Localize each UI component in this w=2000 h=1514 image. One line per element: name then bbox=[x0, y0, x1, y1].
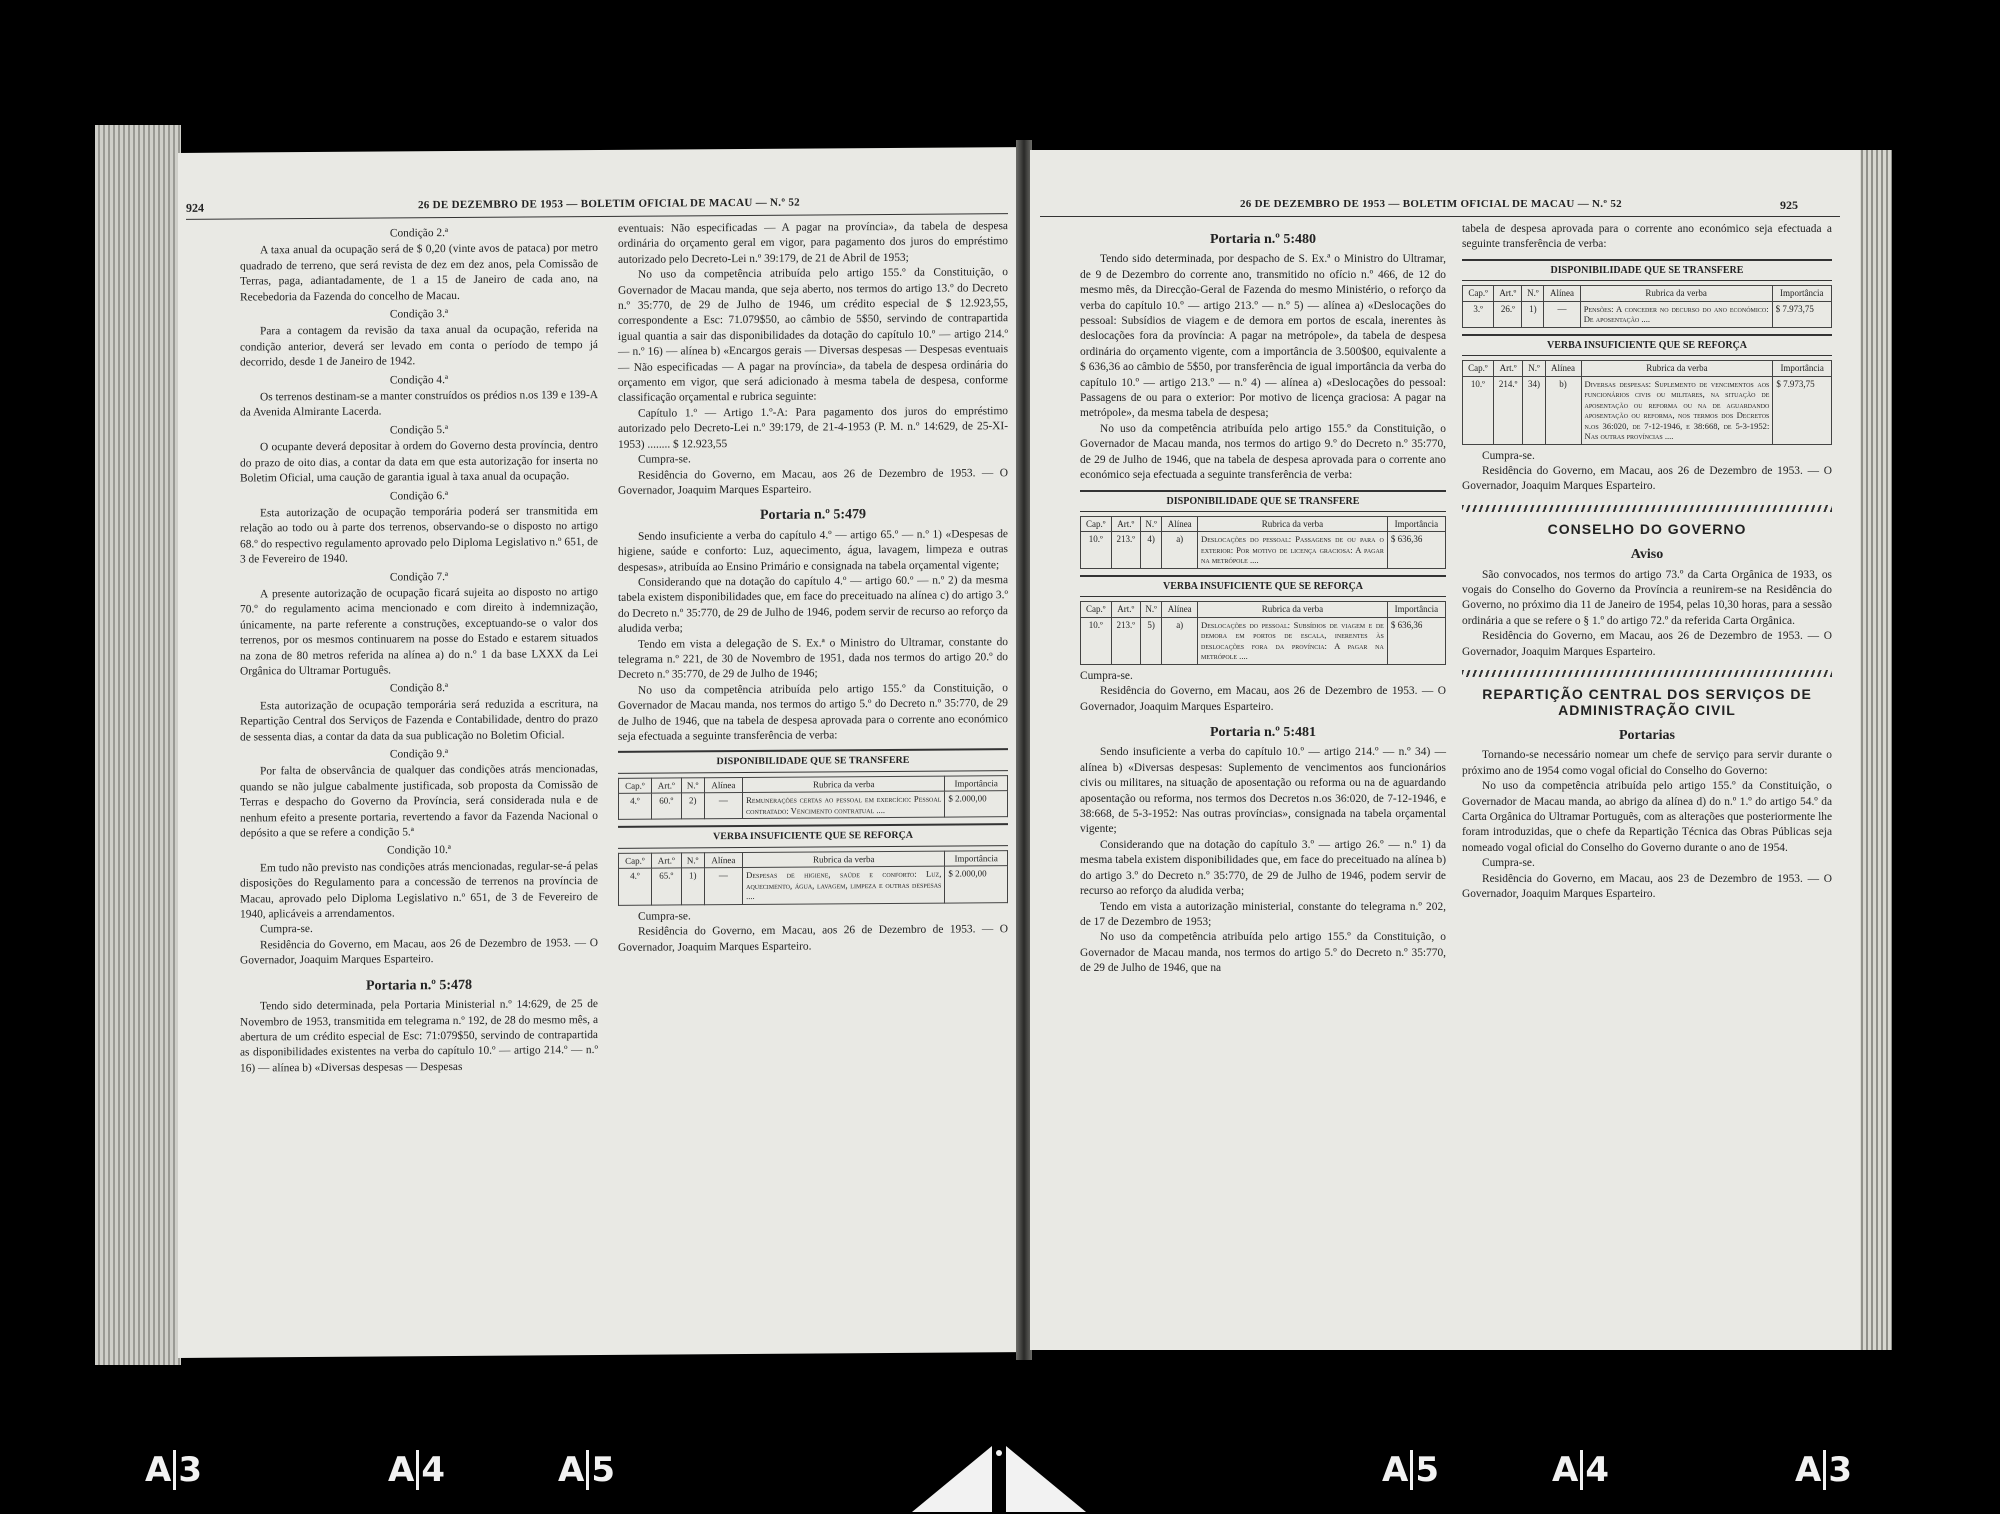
table-header-cell: Importância bbox=[1387, 602, 1445, 618]
left-column-1 bbox=[240, 222, 598, 1077]
section-heading: CONSELHO DO GOVERNO bbox=[1547, 520, 1747, 537]
table-header-cell: Importância bbox=[945, 775, 1008, 791]
table-header-cell: Art.º bbox=[1111, 516, 1140, 532]
table-cell: $ 2.000,00 bbox=[945, 791, 1008, 817]
table-cell: 4.º bbox=[619, 793, 652, 819]
paragraph: Residência do Governo, em Macau, aos 26 de Dezembro de 1953. — O Governador, Joaquim Marques Esparteiro. bbox=[618, 466, 1008, 497]
table-portaria-5479 bbox=[618, 749, 1008, 906]
table-header-cell: Alínea bbox=[704, 852, 742, 868]
section-heading: Aviso bbox=[1630, 547, 1664, 563]
right-column-2-text-bottom bbox=[1462, 449, 1832, 903]
left-book-edge bbox=[95, 125, 181, 1365]
verba-insuficiente-title: VERBA INSUFICIENTE QUE SE REFORÇA bbox=[1080, 575, 1446, 597]
table-cell: 26.º bbox=[1494, 301, 1522, 327]
paragraph: Os terrenos destinam-se a manter construídos os prédios n.os 139 e 139-A da Avenida Almirante Lacerda. bbox=[240, 389, 598, 419]
table-header-cell: N.º bbox=[681, 778, 704, 794]
paragraph: Residência do Governo, em Macau, aos 26 de Dezembro de 1953. — O Governador, Joaquim Marques Esparteiro. bbox=[1462, 630, 1832, 658]
film-mark-right-3: A 3 bbox=[1795, 1450, 1852, 1490]
table-row bbox=[1463, 301, 1832, 327]
film-arrow-left bbox=[912, 1446, 992, 1512]
condition-heading: Condição 2.ª bbox=[389, 227, 449, 240]
paragraph: No uso da competência atribuída pelo artigo 155.º da Constituição, o Governador de Macau manda, ao abrigo da alínea d) do n.º 1.º do artigo 54.º da Carta Orgânica do Ultramar Português, com as alterações que posteriormente lhe foram introduzidas, que o chefe da Repartição Técnica das Obras Públicas seja nomeado vogal oficial do Conselho do Governo durante o ano de 1954. bbox=[1462, 780, 1832, 854]
section-heading: Portaria n.º 5:479 bbox=[759, 507, 867, 524]
table-portaria-5480 bbox=[1080, 490, 1446, 665]
table-header-cell: Rubrica da verba bbox=[1580, 286, 1772, 302]
table-cell: 10.º bbox=[1081, 617, 1112, 664]
header-rule bbox=[186, 213, 1008, 220]
table-cell: 60.º bbox=[651, 793, 681, 819]
paragraph: Cumpra-se. bbox=[1080, 669, 1133, 682]
paragraph: Sendo insuficiente a verba do capítulo 10.º — artigo 214.º — n.º 34) — alínea b) «Diversas despesas: Suplemento de vencimentos aos funcionários civis ou militares, na situação de aposentação ou reforma ou na de aguardando aposentação ou reforma, nos termos dos Decretos n.os 36:020, de 7-12-1946, e 38:668, de 5-3-1952: Nas outras províncias», consignada na tabela orçamental vigente; bbox=[1080, 746, 1446, 836]
film-mark-left-1: A 3 bbox=[145, 1450, 202, 1490]
left-column-2-text-bottom bbox=[618, 907, 1008, 956]
paragraph: São convocados, nos termos do artigo 73.º da Carta Orgânica de 1933, os vogais do Conselho do Governo da Província a reunirem-se na Residência do Governo, no próximo dia 11 de Janeiro de 1954, pelas 10,30 horas, para a sessão ordinária a que se refere o § 1.º do artigo 72.º da referida Carta Orgânica. bbox=[1462, 568, 1832, 627]
paragraph: Residência do Governo, em Macau, aos 26 de Dezembro de 1953. — O Governador, Joaquim Marques Esparteiro. bbox=[1080, 685, 1446, 713]
paragraph: Por falta de observância de qualquer das condições atrás mencionadas, quando se não julgue cabalmente justificada, sob proposta da Comissão de Terras e despacho do Governo da Província, será considerada nula e de nenhum efeito a presente portaria, revertendo a favor da Fazenda Nacional o depósito a que se refere a condição 5.ª bbox=[240, 763, 598, 840]
page-number: 925 bbox=[1780, 198, 1798, 212]
table-header-cell: Alínea bbox=[1544, 286, 1580, 302]
left-column-2 bbox=[618, 219, 1008, 956]
table-cell: 34) bbox=[1523, 376, 1545, 444]
table-cell: Remunerações certas ao pessoal em exercício: Pessoal contratado: Vencimento contratual .... bbox=[743, 791, 945, 818]
paragraph: No uso da competência atribuída pelo artigo 155.º da Constituição, o Governador de Macau manda, nos termos do artigo 9.º do Decreto n.º 35:770, de 29 de Julho de 1946, que na tabela de despesa aprovada para o corrente ano económico seja efectuada a seguinte transferência de verba: bbox=[1080, 422, 1446, 482]
table-header-cell: Importância bbox=[1387, 516, 1445, 532]
paragraph: Considerando que na dotação do capítulo 3.º — artigo 26.º — n.º 1) da mesma tabela existem disponibilidades que, em face do preceituado na alínea b) do artigo 3.º do Decreto n.º 35:770, de 29 de Julho de 1946, podem servir de recurso ao reforço da aludida verba; bbox=[1080, 838, 1446, 898]
table-portaria-5481 bbox=[1462, 259, 1832, 445]
verba-insuficiente-title: VERBA INSUFICIENTE QUE SE REFORÇA bbox=[1462, 334, 1832, 356]
condition-heading: Condição 9.ª bbox=[389, 748, 449, 761]
table-cell: a) bbox=[1162, 617, 1198, 664]
table-cell: $ 2.000,00 bbox=[945, 866, 1008, 903]
paragraph: Esta autorização de ocupação temporária poderá ser transmitida em relação ao todo ou à parte dos terrenos, observando-se o disposto no artigo 68.º do respectivo regulamento aprovado pelo Diploma Legislativo n.º 651, de 3 de Fevereiro de 1940. bbox=[240, 504, 598, 566]
table-cell: Despesas de higiene, saúde e conforto: Luz, aquecimento, água, lavagem, limpeza e outras despesas .... bbox=[743, 866, 945, 904]
table-cell: 213.º bbox=[1111, 617, 1140, 664]
table-cell: 3.º bbox=[1463, 301, 1494, 327]
section-divider bbox=[1462, 505, 1832, 512]
section-heading: Portarias bbox=[1619, 727, 1675, 743]
table-header-cell: N.º bbox=[1140, 516, 1161, 532]
running-head: 26 DE DEZEMBRO DE 1953 — BOLETIM OFICIAL DE MACAU — N.º 52 bbox=[418, 196, 800, 212]
table-cell: — bbox=[704, 793, 742, 819]
table-cell: $ 7.973,75 bbox=[1772, 301, 1831, 327]
table-header-cell: Rubrica da verba bbox=[743, 776, 945, 793]
table-cell: 1) bbox=[1522, 301, 1544, 327]
table-cell: $ 636,36 bbox=[1387, 617, 1445, 664]
table-cell: 4.º bbox=[619, 868, 652, 905]
right-book-edge bbox=[1858, 150, 1892, 1350]
paragraph: A taxa anual da ocupação será de $ 0,20 (vinte avos de pataca) por metro quadrado de terreno, que será revista de dez em dez anos, pela Comissão de Terras, paga, adiantadamente, de 1 a 15 de Janeiro de cada ano, na Recebedoria da Fazenda do concelho de Macau. bbox=[240, 242, 598, 304]
paragraph: Tendo sido determinada, pela Portaria Ministerial n.º 14:629, de 25 de Novembro de 1953, transmitida em telegrama n.º 192, de 28 do mesmo mês, a abertura de um crédito especial de Esc: 71:079$50, servindo de contrapartida as disponibilidades existentes na verba do capítulo 10.º — artigo 214.º — n.º 16) — alínea b) «Diversas despesas — Despesas bbox=[240, 998, 598, 1075]
section-heading: REPARTIÇÃO CENTRAL DOS SERVIÇOS DE ADMINISTRAÇÃO CIVIL bbox=[1482, 686, 1812, 718]
table-header-cell: Cap.º bbox=[1081, 516, 1112, 532]
paragraph: tabela de despesa aprovada para o corrente ano económico seja efectuada a seguinte transferência de verba: bbox=[1462, 223, 1832, 251]
paragraph: eventuais: Não especificadas — A pagar na província», da tabela de despesa ordinária do orçamento geral em vigor, para pagamento dos juros do empréstimo autorizado pelo Decreto-Lei n.º 39:179, de 21 de Abril de 1953; bbox=[618, 220, 1008, 266]
right-column-1-text-top bbox=[1080, 232, 1446, 484]
table-cell: 5) bbox=[1140, 617, 1161, 664]
disponibilidade-table bbox=[1462, 285, 1832, 328]
right-page bbox=[1030, 150, 1860, 1350]
paragraph: No uso da competência atribuída pelo artigo 155.º da Constituição, o Governador de Macau manda, que seja aberto, nos termos do artigo 13.º do Decreto n.º 35:770, de 29 de Julho de 1946, um crédito especial de $ 12.923,55, correspondente a Esc: 71.079$50, ao câmbio de 5$50, servindo de contrapartida igual quantia a sair das disponibilidades da dotação do capítulo 10.º — artigo 214.º — n.º 16) — alínea b) «Encargos gerais — Diversas despesas — Despesas eventuais — Não especificadas — A pagar na província», da tabela de despesa ordinária do orçamento em vigor, que será adicionado à mesma tabela de despesa, conforme classificação orçamental e rubrica seguinte: bbox=[618, 266, 1008, 405]
table-cell: b) bbox=[1545, 376, 1581, 444]
table-cell: — bbox=[1544, 301, 1580, 327]
table-header-cell: Alínea bbox=[1162, 602, 1198, 618]
table-cell: 4) bbox=[1140, 532, 1161, 569]
paragraph: Cumpra-se. bbox=[260, 923, 313, 936]
film-mark-right-1: A 5 bbox=[1382, 1450, 1439, 1490]
table-header-cell: Importância bbox=[945, 850, 1008, 866]
table-header-cell: Importância bbox=[1773, 361, 1832, 377]
disponibilidade-title: DISPONIBILIDADE QUE SE TRANSFERE bbox=[1080, 490, 1446, 512]
table-header-cell: Cap.º bbox=[619, 778, 652, 794]
left-column-2-text-top bbox=[618, 219, 1008, 745]
table-cell: 10.º bbox=[1463, 376, 1494, 444]
condition-heading: Condição 4.ª bbox=[389, 373, 449, 387]
film-mark-left-2: A 4 bbox=[388, 1450, 445, 1490]
table-header-cell: Cap.º bbox=[1081, 602, 1112, 618]
section-heading: Portaria n.º 5:481 bbox=[1209, 725, 1317, 741]
table-header-cell: Art.º bbox=[1493, 361, 1523, 377]
table-cell: Deslocações do pessoal: Subsídios de viagem e de demora em portos de escala, inerentes às deslocações fora da província: A pagar na metrópole .... bbox=[1198, 617, 1388, 664]
table-cell: 2) bbox=[681, 793, 704, 819]
verba-insuficiente-table bbox=[618, 850, 1008, 906]
paragraph: Tornando-se necessário nomear um chefe de serviço para servir durante o próximo ano de 1954 como vogal oficial do Conselho do Governo: bbox=[1462, 749, 1832, 777]
paragraph: Para a contagem da revisão da taxa anual da ocupação, referida na condição anterior, deverá ser levado em conta o período de tempo já decorrido, desde 1 de Janeiro de 1942. bbox=[240, 323, 598, 369]
paragraph: No uso da competência atribuída pelo artigo 155.º da Constituição, o Governador de Macau manda, nos termos do artigo 5.º do Decreto n.º 35:770, de 29 de Julho de 1946, que na bbox=[1080, 931, 1446, 975]
table-row bbox=[619, 866, 1008, 905]
right-column-1-text-bottom bbox=[1080, 669, 1446, 977]
disponibilidade-table bbox=[1080, 516, 1446, 569]
verba-insuficiente-title: VERBA INSUFICIENTE QUE SE REFORÇA bbox=[618, 823, 1008, 848]
paragraph: Residência do Governo, em Macau, aos 26 de Dezembro de 1953. — O Governador, Joaquim Marques Esparteiro. bbox=[618, 923, 1008, 954]
paragraph: Esta autorização de ocupação temporária será reduzida a escritura, na Repartição Central dos Serviços de Fazenda e Contabilidade, dentro do prazo de sessenta dias, a contar da data da sua publicação no Boletim Oficial. bbox=[240, 697, 598, 744]
table-header-cell: Cap.º bbox=[1463, 286, 1494, 302]
table-header-cell: Rubrica da verba bbox=[1581, 361, 1773, 377]
table-cell: 213.º bbox=[1111, 532, 1140, 569]
condition-heading: Condição 8.ª bbox=[389, 682, 449, 695]
table-cell: a) bbox=[1162, 532, 1198, 569]
table-header-cell: Alínea bbox=[704, 777, 742, 793]
table-header-cell: Art.º bbox=[1494, 286, 1522, 302]
disponibilidade-title: DISPONIBILIDADE QUE SE TRANSFERE bbox=[1462, 259, 1832, 281]
film-mark-right-2: A 4 bbox=[1552, 1450, 1609, 1490]
running-head: 26 DE DEZEMBRO DE 1953 — BOLETIM OFICIAL DE MACAU — N.º 52 bbox=[1240, 198, 1622, 210]
table-cell: $ 7.973,75 bbox=[1773, 376, 1832, 444]
film-strip-bar bbox=[0, 1446, 2000, 1514]
condition-heading: Condição 7.ª bbox=[389, 570, 449, 583]
paragraph: Cumpra-se. bbox=[1482, 449, 1535, 462]
table-cell: Pensões: A conceder no decurso do ano económico: De aposentação .... bbox=[1580, 301, 1772, 327]
table-header-cell: Art.º bbox=[651, 853, 681, 869]
paragraph: Residência do Governo, em Macau, aos 23 de Dezembro de 1953. — O Governador, Joaquim Marques Esparteiro. bbox=[1462, 872, 1832, 900]
paragraph: Residência do Governo, em Macau, aos 26 de Dezembro de 1953. — O Governador, Joaquim Marques Esparteiro. bbox=[240, 936, 598, 967]
film-arrow-right bbox=[1006, 1446, 1086, 1512]
table-cell: 10.º bbox=[1081, 532, 1112, 569]
condition-heading: Condição 6.ª bbox=[389, 489, 449, 502]
table-header-cell: Importância bbox=[1772, 286, 1831, 302]
paragraph: Residência do Governo, em Macau, aos 26 de Dezembro de 1953. — O Governador, Joaquim Marques Esparteiro. bbox=[1462, 465, 1832, 493]
table-header-cell: Rubrica da verba bbox=[1198, 516, 1388, 532]
left-page bbox=[178, 147, 1020, 1358]
paragraph: Sendo insuficiente a verba do capítulo 4.º — artigo 65.º — n.º 1) «Despesas de higiene, saúde e conforto: Luz, aquecimento, água, lavagem, limpeza e outras despesas», atribuída ao Ensino Primário e consignada na tabela orçamental vigente; bbox=[618, 527, 1008, 574]
film-center-dot bbox=[996, 1450, 1002, 1456]
paragraph: Tendo em vista a delegação de S. Ex.ª o Ministro do Ultramar, constante do telegrama n.º 221, de 30 de Novembro de 1951, dada nos termos do artigo 20.º do Decreto n.º 35:770, de 29 de Julho de 1946; bbox=[618, 635, 1008, 682]
paragraph: O ocupante deverá depositar à ordem do Governo desta província, dentro do prazo de oito dias, a contar da data em que esta autorização for inserta no Boletim Oficial, uma caução de garantia igual à taxa anual da ocupação. bbox=[240, 439, 598, 485]
section-divider bbox=[1462, 670, 1832, 677]
table-row bbox=[1081, 532, 1446, 569]
table-header-cell: N.º bbox=[1140, 602, 1161, 618]
paragraph: Tendo em vista a autorização ministerial, constante do telegrama n.º 202, de 17 de Dezembro de 1953; bbox=[1080, 900, 1446, 928]
table-header-cell: N.º bbox=[1523, 361, 1545, 377]
section-heading: Portaria n.º 5:480 bbox=[1209, 232, 1317, 247]
header-rule bbox=[1040, 216, 1840, 217]
table-header-cell: Alínea bbox=[1162, 516, 1198, 532]
table-header-cell: Art.º bbox=[1111, 602, 1140, 618]
table-row bbox=[1463, 376, 1832, 444]
table-header-cell: Alínea bbox=[1545, 361, 1581, 377]
condition-heading: Condição 3.ª bbox=[389, 308, 449, 321]
table-row bbox=[1081, 617, 1446, 664]
table-cell: 214.º bbox=[1493, 376, 1523, 444]
table-row bbox=[619, 791, 1008, 820]
table-cell: $ 636,36 bbox=[1387, 532, 1445, 569]
condition-heading: Condição 10.ª bbox=[387, 844, 451, 857]
table-header-cell: N.º bbox=[681, 852, 704, 868]
table-cell: 1) bbox=[681, 868, 704, 905]
table-header-cell: Rubrica da verba bbox=[743, 851, 945, 868]
paragraph: Cumpra-se. bbox=[638, 453, 691, 466]
table-header-cell: Rubrica da verba bbox=[1198, 602, 1388, 618]
right-column-2-text-top bbox=[1462, 222, 1832, 253]
table-cell: Diversas despesas: Suplemento de vencimentos aos funcionários civis ou militares, na situação de aposentação ou reforma ou na de aguardando aposentação ou reforma, nos termos dos Decretos n.os 36:020, de 7-12-1946, e 38:668, de 5-3-1952: Nas outras províncias .... bbox=[1581, 376, 1773, 444]
table-cell: — bbox=[704, 868, 742, 905]
paragraph: Cumpra-se. bbox=[638, 910, 691, 923]
paragraph: Cumpra-se. bbox=[1482, 857, 1535, 870]
table-header-cell: Art.º bbox=[651, 778, 681, 794]
disponibilidade-title: DISPONIBILIDADE QUE SE TRANSFERE bbox=[618, 749, 1008, 774]
paragraph: A presente autorização de ocupação ficará sujeita ao disposto no artigo 70.º do regulamento acima mencionado e com direito à indemnização, únicamente, na parte referente a construções, exceptuando-se o valor dos terrenos, por os mesmos continuarem na posse do Estado e estarem situados na zona de 80 metros referida na alínea a) do n.º 1 da base LXXX da Lei Orgânica do Ultramar Português. bbox=[240, 585, 598, 678]
paragraph: Considerando que na dotação do capítulo 4.º — artigo 60.º — n.º 2) da mesma tabela existem disponibilidades que, em face do preceituado na alínea c) do artigo 3.º do Decreto n.º 35:770, de 29 de Julho de 1946, podem servir de recurso ao reforço da aludida verba; bbox=[618, 574, 1008, 636]
right-column-1 bbox=[1080, 222, 1446, 977]
table-header-cell: N.º bbox=[1522, 286, 1544, 302]
verba-insuficiente-table bbox=[1462, 360, 1832, 445]
paragraph: Tendo sido determinada, por despacho de S. Ex.ª o Ministro do Ultramar, de 9 de Dezembro do corrente ano, transmitido no ofício n.º 466, de 12 do mesmo mês, da Direcção-Geral de Fazenda do mesmo Ministério, o reforço da verba do capítulo 10.º — artigo 213.º — n.º 5) — alínea a) «Deslocações do pessoal: Subsídios de viagem e de demora em portos de escala, inerentes às deslocações fora da província: A pagar na metrópole», da tabela de despesa ordinária do orçamento vigente, com a importância de 3.500$00, equivalente a $ 636,36 ao câmbio de 5$50, por transferência de igual importância da verba do capítulo 10.º — artigo 213.º — n.º 4) — alínea a) «Deslocações do pessoal: Passagens de ou para o exterior: Por motivo de licença graciosa: A pagar na metrópole», da mesma tabela de despesa; bbox=[1080, 253, 1446, 420]
table-header-cell: Cap.º bbox=[1463, 361, 1494, 377]
section-heading: Portaria n.º 5:478 bbox=[365, 977, 473, 994]
condition-heading: Condição 5.ª bbox=[389, 423, 449, 437]
paragraph: No uso da competência atribuída pelo artigo 155.º da Constituição, o Governador de Macau manda, nos termos do artigo 5.º do Decreto n.º 35:770, de 29 de Julho de 1946, que na tabela de despesa aprovada para o corrente ano económico seja efectuada a seguinte transferência de verba: bbox=[618, 681, 1008, 743]
table-cell: 65.º bbox=[651, 868, 681, 905]
table-cell: Deslocações do pessoal: Passagens de ou para o exterior: Por motivo de licença graciosa: A pagar na metrópole .... bbox=[1198, 532, 1388, 569]
paragraph: Em tudo não previsto nas condições atrás mencionadas, regular-se-á pelas disposições do Regulamento para a concessão de terrenos na província de Macau, aprovado pelo Diploma Legislativo n.º 651, de 3 de Fevereiro de 1940, aplicáveis a arrendamentos. bbox=[240, 859, 598, 921]
right-column-2 bbox=[1462, 222, 1832, 902]
table-header-cell: Cap.º bbox=[619, 853, 652, 869]
film-mark-left-3: A 5 bbox=[558, 1450, 615, 1490]
page-number: 924 bbox=[186, 200, 204, 215]
paragraph: Capítulo 1.º — Artigo 1.º-A: Para pagamento dos juros do empréstimo autorizado pelo Decreto-Lei n.º 39:179, de 21-4-1953 (P. M. n.º 14:629, de 25-XI-1953) ........ $ 12.923,55 bbox=[618, 405, 1008, 451]
disponibilidade-table bbox=[618, 775, 1008, 820]
verba-insuficiente-table bbox=[1080, 601, 1446, 665]
